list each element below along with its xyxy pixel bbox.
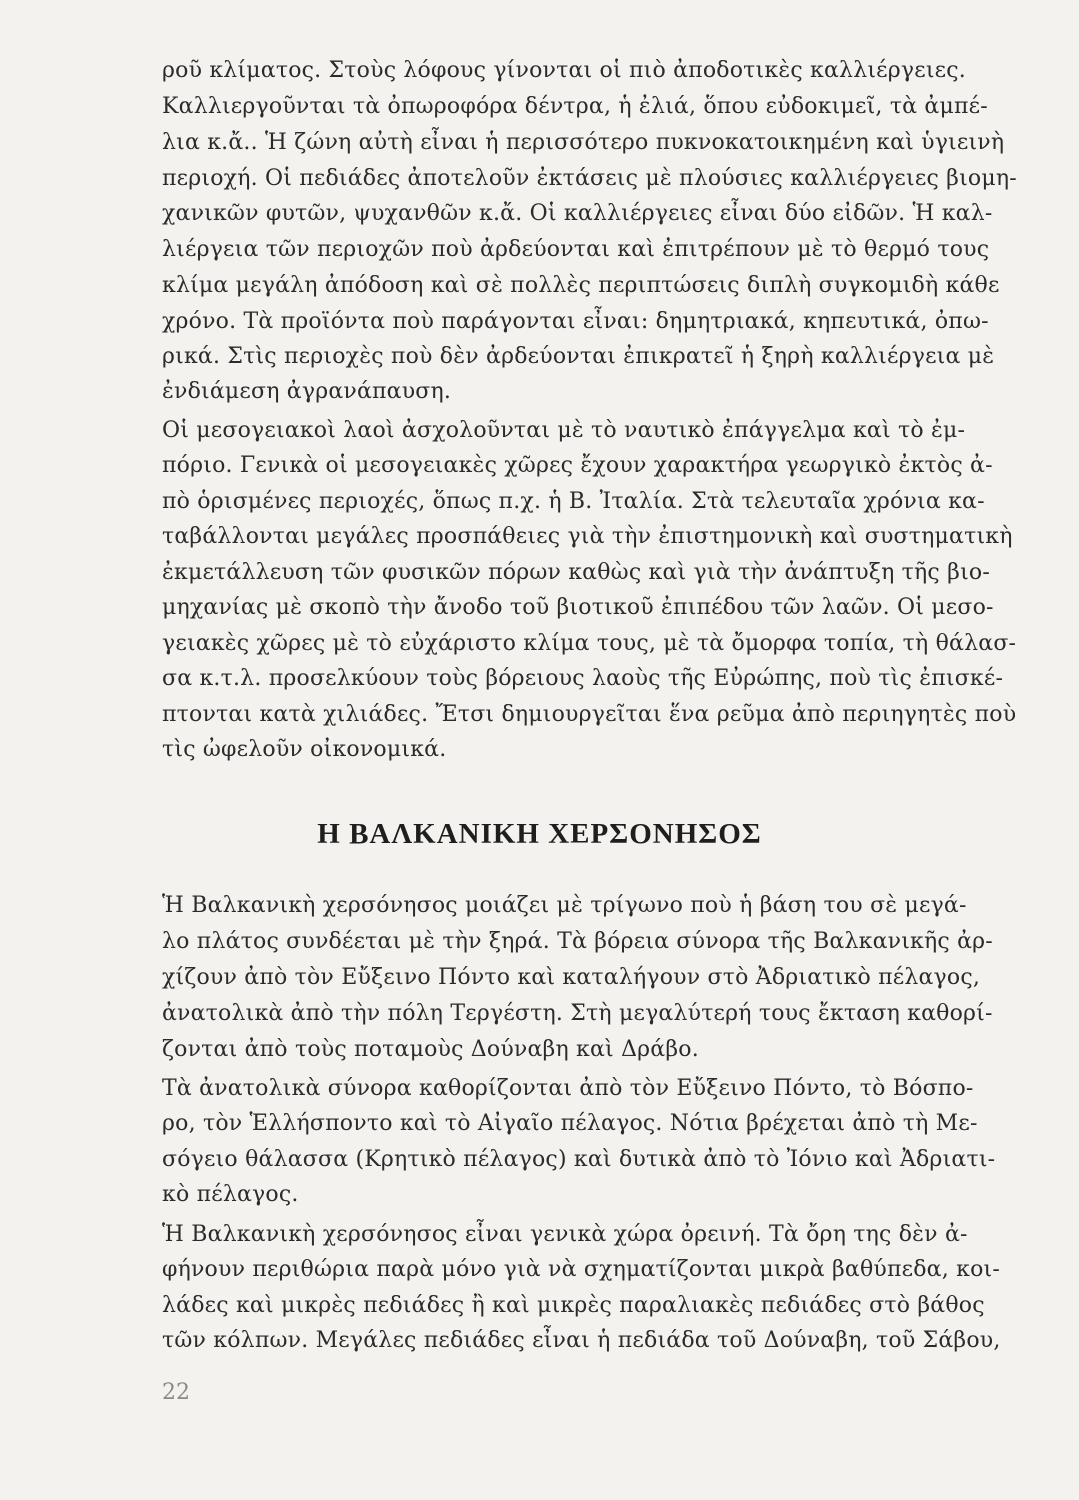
text-line: πόριο. Γενικὰ οἱ μεσογειακὲς χῶρες ἔχουν χαρακτήρα γεωργικὸ ἐκτὸς ἀ- — [162, 453, 993, 478]
text-line: ἐνδιάμεση ἀγρανάπαυση. — [162, 379, 452, 404]
text-line: ρο, τὸν Ἑλλήσποντο καὶ τὸ Αἰγαῖο πέλαγος. Νότια βρέχεται ἀπὸ τὴ Με- — [162, 1111, 978, 1136]
text-line: λάδες καὶ μικρὲς πεδιάδες ἢ καὶ μικρὲς παραλιακὲς πεδιάδες στὸ βάθος — [162, 1293, 985, 1318]
section-heading: Η ΒΑΛΚΑΝΙΚΗ ΧΕΡΣΟΝΗΣΟΣ — [317, 818, 762, 850]
text-line: κλίμα μεγάλη ἀπόδοση καὶ σὲ πολλὲς περιπτώσεις διπλὴ συγκομιδὴ κάθε — [162, 273, 1000, 298]
text-line: χανικῶν φυτῶν, ψυχανθῶν κ.ἄ. Οἱ καλλιέργειες εἶναι δύο εἰδῶν. Ἡ καλ- — [162, 201, 993, 226]
text-line: Ἡ Βαλκανικὴ χερσόνησος εἶναι γενικὰ χώρα ὀρεινή. Τὰ ὄρη της δὲν ἀ- — [162, 1222, 968, 1247]
text-line: τῶν κόλπων. Μεγάλες πεδιάδες εἶναι ἡ πεδιάδα τοῦ Δούναβη, τοῦ Σάβου, — [162, 1328, 1001, 1353]
text-line: Ἡ Βαλκανικὴ χερσόνησος μοιάζει μὲ τρίγωνο ποὺ ἡ βάση του σὲ μεγά- — [162, 893, 967, 918]
text-line: πὸ ὁρισμένες περιοχές, ὅπως π.χ. ἡ Β. Ἰταλία. Στὰ τελευταῖα χρόνια κα- — [162, 489, 985, 514]
text-line: Καλλιεργοῦνται τὰ ὀπωροφόρα δέντρα, ἡ ἐλιά, ὅπου εὐδοκιμεῖ, τὰ ἀμπέ- — [162, 94, 988, 119]
text-line: ταβάλλονται μεγάλες προσπάθειες γιὰ τὴν ἐπιστημονικὴ καὶ συστηματικὴ — [162, 524, 1013, 549]
text-line: γειακὲς χῶρες μὲ τὸ εὐχάριστο κλίμα τους, μὲ τὰ ὄμορφα τοπία, τὴ θάλασ- — [162, 631, 1017, 656]
text-line: μηχανίας μὲ σκοπὸ τὴν ἄνοδο τοῦ βιοτικοῦ ἐπιπέδου τῶν λαῶν. Οἱ μεσο- — [162, 595, 994, 620]
text-line: λιέργεια τῶν περιοχῶν ποὺ ἀρδεύονται καὶ ἐπιτρέπουν μὲ τὸ θερμό τους — [162, 237, 990, 262]
text-line: χρόνο. Τὰ προϊόντα ποὺ παράγονται εἶναι: δημητριακά, κηπευτικά, ὀπω- — [162, 309, 989, 334]
page-number: 22 — [162, 1380, 190, 1405]
text-line: χίζουν ἀπὸ τὸν Εὔξεινο Πόντο καὶ καταλήγουν στὸ Ἀδριατικὸ πέλαγος, — [162, 965, 981, 990]
text-line: κὸ πέλαγος. — [162, 1182, 299, 1207]
text-line: Οἱ μεσογειακοὶ λαοὶ ἀσχολοῦνται μὲ τὸ ναυτικὸ ἐπάγγελμα καὶ τὸ ἐμ- — [162, 418, 966, 443]
text-line: περιοχή. Οἱ πεδιάδες ἀποτελοῦν ἐκτάσεις μὲ πλούσιες καλλιέργειες βιομη- — [162, 166, 1017, 191]
text-line: ἀνατολικὰ ἀπὸ τὴν πόλη Τεργέστη. Στὴ μεγαλύτερή τους ἔκταση καθορί- — [162, 1001, 993, 1026]
text-line: λο πλάτος συνδέεται μὲ τὴν ξηρά. Τὰ βόρεια σύνορα τῆς Βαλκανικῆς ἀρ- — [162, 929, 993, 954]
text-line: ροῦ κλίματος. Στοὺς λόφους γίνονται οἱ πιὸ ἀποδοτικὲς καλλιέργειες. — [162, 58, 966, 83]
text-line: ζονται ἀπὸ τοὺς ποταμοὺς Δούναβη καὶ Δράβο. — [162, 1037, 699, 1062]
text-line: λια κ.ἄ.. Ἡ ζώνη αὐτὴ εἶναι ἡ περισσότερο πυκνοκατοικημένη καὶ ὑγιεινὴ — [162, 130, 1005, 155]
text-line: ρικά. Στὶς περιοχὲς ποὺ δὲν ἀρδεύονται ἐπικρατεῖ ἡ ξηρὴ καλλιέργεια μὲ — [162, 344, 995, 369]
text-line: πτονται κατὰ χιλιάδες. Ἔτσι δημιουργεῖται ἕνα ρεῦμα ἀπὸ περιηγητὲς ποὺ — [162, 702, 1017, 727]
text-line: σα κ.τ.λ. προσελκύουν τοὺς βόρειους λαοὺς τῆς Εὐρώπης, ποὺ τὶς ἐπισκέ- — [162, 666, 1004, 691]
text-line: τὶς ὠφελοῦν οἰκονομικά. — [162, 737, 447, 762]
text-line: φήνουν περιθώρια παρὰ μόνο γιὰ νὰ σχηματίζονται μικρὰ βαθύπεδα, κοι- — [162, 1257, 1000, 1282]
text-line: Τὰ ἀνατολικὰ σύνορα καθορίζονται ἀπὸ τὸν Εὔξεινο Πόντο, τὸ Βόσπο- — [162, 1076, 974, 1101]
text-line: ἐκμετάλλευση τῶν φυσικῶν πόρων καθὼς καὶ γιὰ τὴν ἀνάπτυξη τῆς βιο- — [162, 560, 990, 585]
text-line: σόγειο θάλασσα (Κρητικὸ πέλαγος) καὶ δυτικὰ ἀπὸ τὸ Ἰόνιο καὶ Ἀδριατι- — [162, 1147, 996, 1172]
